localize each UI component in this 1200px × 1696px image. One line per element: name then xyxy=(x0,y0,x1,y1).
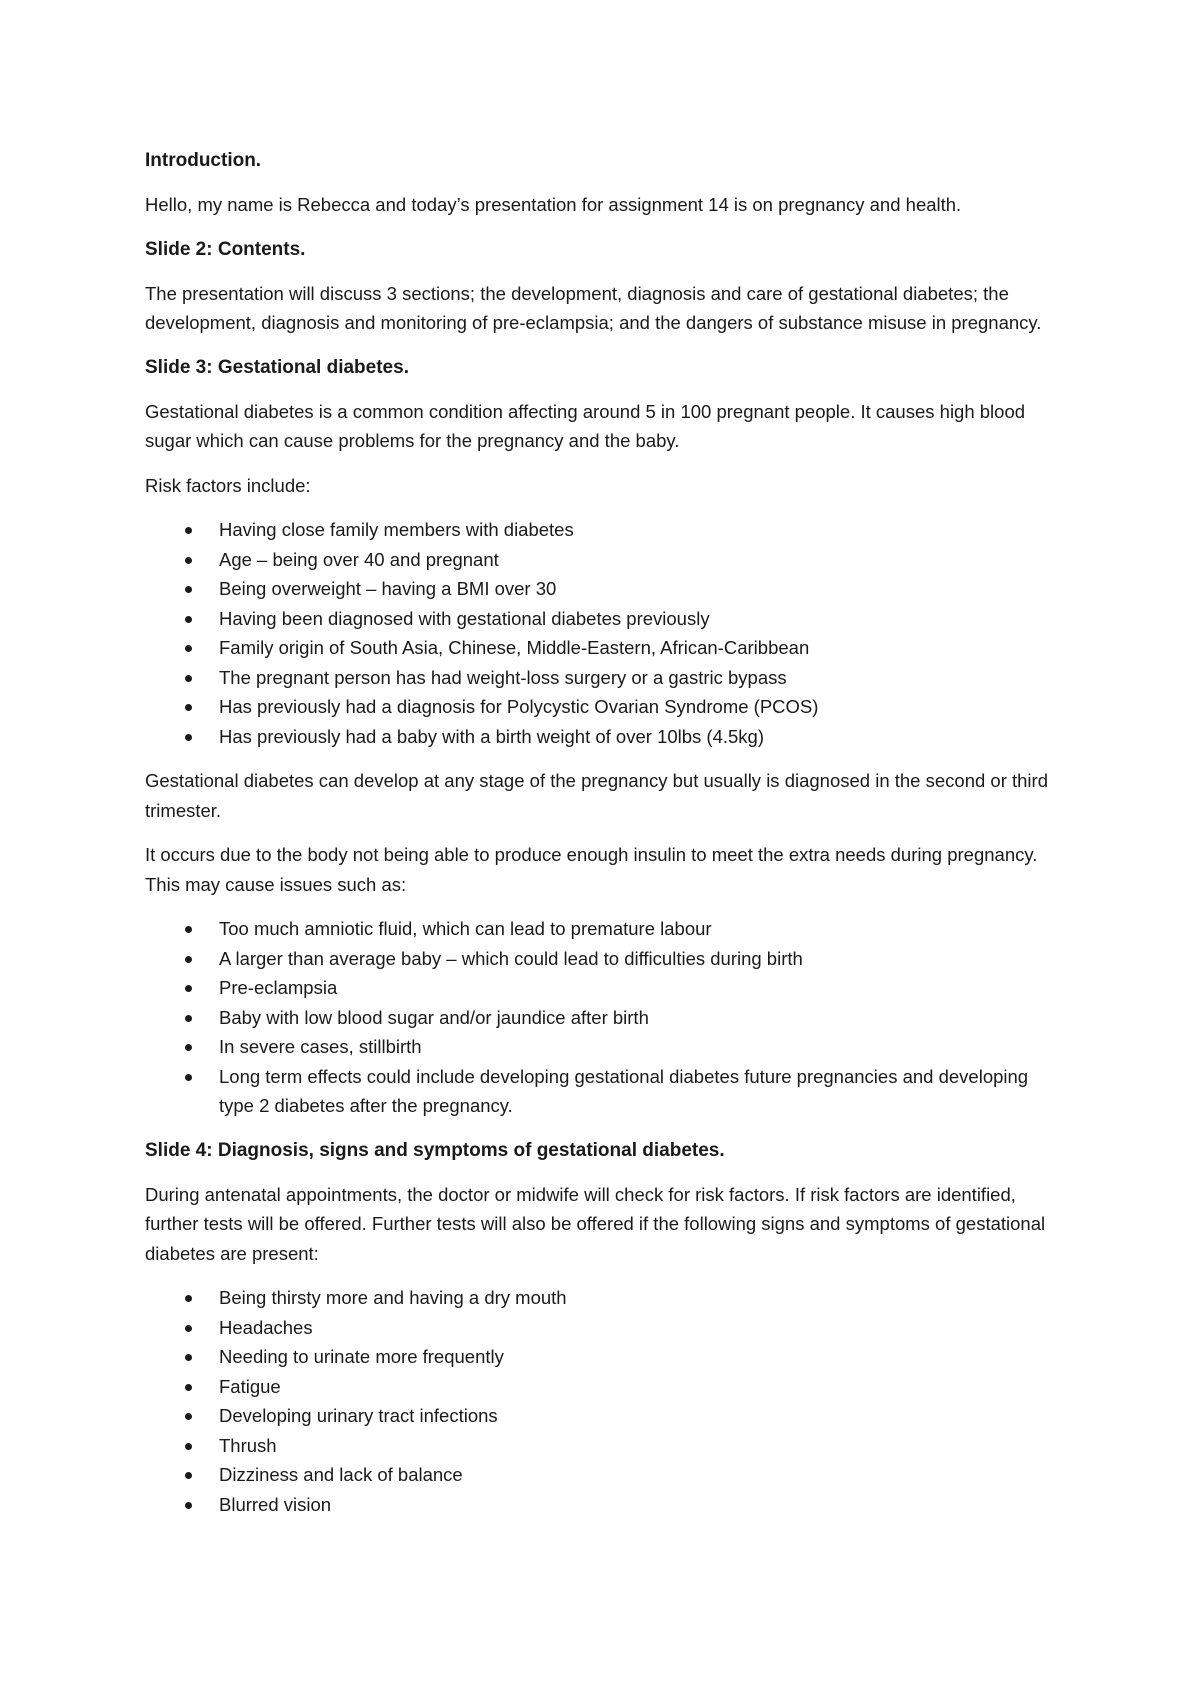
list-item-text: Long term effects could include developing gestational diabetes future pregnancies and developing type 2 diabetes after the pregnancy. xyxy=(219,1065,1029,1116)
bullet-icon xyxy=(185,1015,192,1022)
list-item xyxy=(145,1342,1055,1372)
intro-heading: Introduction. xyxy=(145,150,262,171)
list-item-text: Having been diagnosed with gestational diabetes previously xyxy=(219,607,710,629)
list-item-text: In severe cases, stillbirth xyxy=(219,1036,422,1057)
bullet-icon xyxy=(185,1325,192,1332)
list-item xyxy=(145,1490,1055,1520)
bullet-icon xyxy=(185,1354,192,1361)
bullet-icon xyxy=(185,1413,192,1420)
slide4-paragraph: During antenatal appointments, the doctor or midwife will check for risk factors. If risk factors are identified, further tests will be offered. Further tests will also be offered if the following signs and symptoms of gestational diabetes are present: xyxy=(145,1183,1046,1264)
list-item-text: Family origin of South Asia, Chinese, Middle-Eastern, African-Caribbean xyxy=(219,637,810,658)
list-item xyxy=(145,692,1055,722)
list-item-text: Being thirsty more and having a dry mouth xyxy=(219,1287,567,1308)
list-item xyxy=(145,663,1055,693)
slide3-paragraph-3: It occurs due to the body not being able to produce enough insulin to meet the extra needs during pregnancy. This may cause issues such as: xyxy=(145,844,1038,895)
bullet-icon xyxy=(185,1384,192,1391)
list-item xyxy=(145,545,1055,575)
list-item xyxy=(145,604,1055,634)
bullet-icon xyxy=(185,675,192,682)
bullet-icon xyxy=(185,704,192,711)
slide2-heading: Slide 2: Contents. xyxy=(145,238,306,260)
list-item xyxy=(145,973,1055,1003)
list-item xyxy=(145,1431,1055,1461)
list-item-text: Dizziness and lack of balance xyxy=(219,1464,463,1485)
bullet-icon xyxy=(185,1295,192,1302)
list-item xyxy=(145,914,1055,944)
list-item xyxy=(145,1003,1055,1033)
document-page xyxy=(145,146,1055,1534)
bullet-icon xyxy=(185,734,192,741)
bullet-icon xyxy=(185,1472,192,1479)
bullet-icon xyxy=(185,586,192,593)
list-item-text: A larger than average baby – which could lead to difficulties during birth xyxy=(219,947,803,969)
list-item xyxy=(145,1062,1055,1121)
risk-factors-intro: Risk factors include: xyxy=(145,474,311,496)
list-item xyxy=(145,633,1055,663)
bullet-icon xyxy=(185,527,192,534)
list-item-text: Blurred vision xyxy=(219,1493,332,1515)
list-item-text: Needing to urinate more frequently xyxy=(219,1346,504,1367)
list-item-text: Baby with low blood sugar and/or jaundice after birth xyxy=(219,1006,649,1028)
list-item xyxy=(145,574,1055,604)
slide3-heading: Slide 3: Gestational diabetes. xyxy=(145,356,409,378)
bullet-icon xyxy=(185,1443,192,1450)
symptoms-list xyxy=(145,1283,1055,1519)
list-item xyxy=(145,1283,1055,1313)
bullet-icon xyxy=(185,1502,192,1509)
bullet-icon xyxy=(185,1044,192,1051)
list-item-text: Thrush xyxy=(219,1434,277,1456)
list-item xyxy=(145,1460,1055,1490)
bullet-icon xyxy=(185,616,192,623)
list-item xyxy=(145,1313,1055,1343)
bullet-icon xyxy=(185,557,192,564)
list-item-text: Being overweight – having a BMI over 30 xyxy=(219,578,557,599)
list-item-text: Has previously had a baby with a birth weight of over 10lbs (4.5kg) xyxy=(219,725,765,747)
intro-paragraph: Hello, my name is Rebecca and today’s presentation for assignment 14 is on pregnancy and health. xyxy=(145,194,962,215)
list-item xyxy=(145,1032,1055,1062)
list-item xyxy=(145,1401,1055,1431)
list-item-text: Age – being over 40 and pregnant xyxy=(219,548,499,570)
list-item xyxy=(145,515,1055,545)
issues-list xyxy=(145,914,1055,1121)
bullet-icon xyxy=(185,645,192,652)
list-item xyxy=(145,944,1055,974)
list-item-text: Too much amniotic fluid, which can lead to premature labour xyxy=(219,918,712,939)
list-item-text: Pre-eclampsia xyxy=(219,977,338,998)
bullet-icon xyxy=(185,956,192,963)
list-item-text: Developing urinary tract infections xyxy=(219,1405,498,1426)
list-item-text: The pregnant person has had weight-loss surgery or a gastric bypass xyxy=(219,666,787,688)
bullet-icon xyxy=(185,926,192,933)
list-item-text: Fatigue xyxy=(219,1375,281,1397)
slide3-paragraph-1: Gestational diabetes is a common condition affecting around 5 in 100 pregnant people. It causes high blood sugar which can cause problems for the pregnancy and the baby. xyxy=(145,400,1026,451)
list-item xyxy=(145,1372,1055,1402)
list-item xyxy=(145,722,1055,752)
list-item-text: Having close family members with diabetes xyxy=(219,519,574,540)
list-item-text: Headaches xyxy=(219,1316,313,1338)
slide2-paragraph: The presentation will discuss 3 sections; the development, diagnosis and care of gestational diabetes; the development, diagnosis and monitoring of pre-eclampsia; and the dangers of substance misuse in pregnancy. xyxy=(145,282,1042,333)
bullet-icon xyxy=(185,985,192,992)
risk-factors-list xyxy=(145,515,1055,751)
bullet-icon xyxy=(185,1074,192,1081)
slide4-heading: Slide 4: Diagnosis, signs and symptoms of gestational diabetes. xyxy=(145,1139,725,1161)
list-item-text: Has previously had a diagnosis for Polycystic Ovarian Syndrome (PCOS) xyxy=(219,696,819,717)
slide3-paragraph-2: Gestational diabetes can develop at any stage of the pregnancy but usually is diagnosed in the second or third trimester. xyxy=(145,770,1048,821)
